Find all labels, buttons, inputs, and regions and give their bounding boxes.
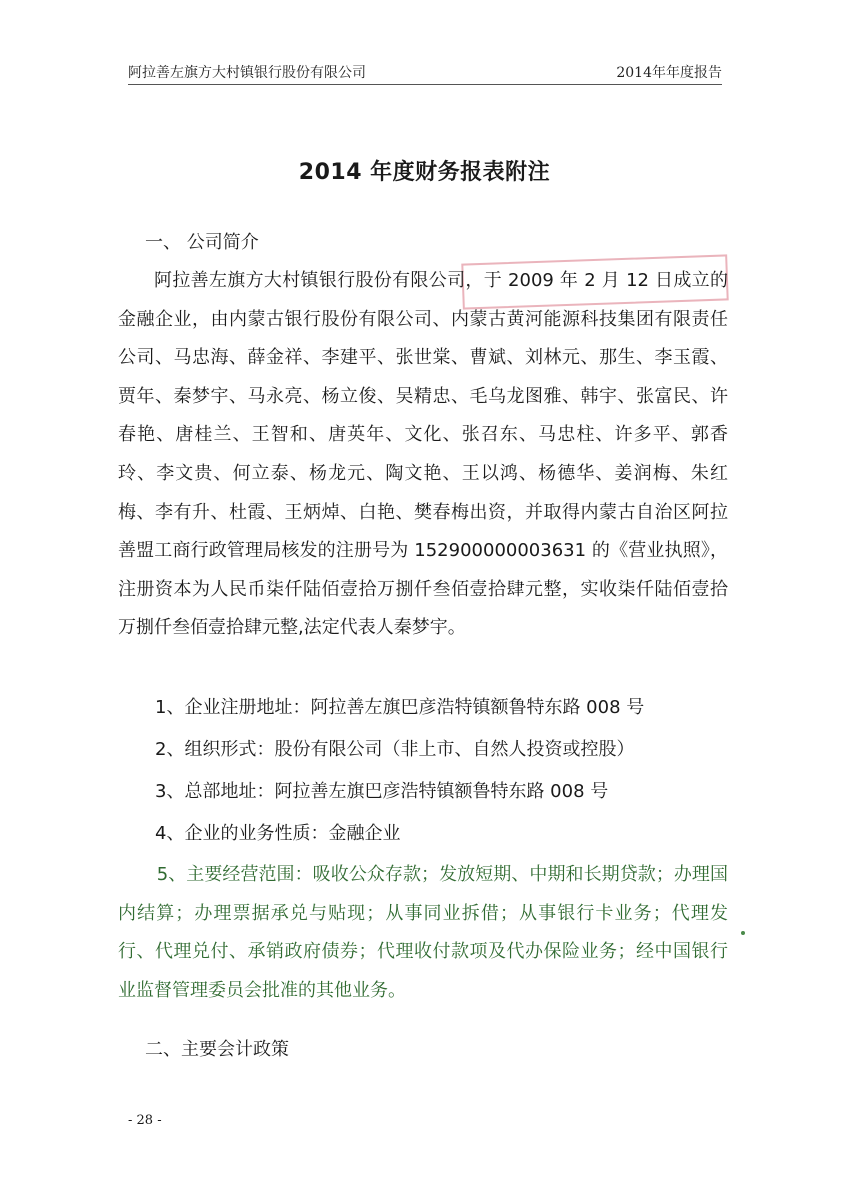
section-heading-company-intro: 一、 公司简介	[145, 232, 259, 253]
page-header	[128, 60, 722, 85]
list-item-business-nature: 4、企业的业务性质：金融企业	[155, 823, 401, 844]
page-number: - 28 -	[128, 1113, 162, 1128]
list-item-address: 1、企业注册地址：阿拉善左旗巴彦浩特镇额鲁特东路 008 号	[155, 697, 645, 718]
intro-paragraph	[118, 262, 728, 648]
header-report: 2014年年度报告	[616, 65, 722, 81]
list-item-org-form: 2、组织形式：股份有限公司（非上市、自然人投资或控股）	[155, 739, 635, 760]
intro-text: 阿拉善左旗方大村镇银行股份有限公司，于 2009 年 2 月 12 日成立的金融企业，由内蒙古银行股份有限公司、内蒙古黄河能源科技集团有限责任公司、马忠海、薛金祥、李建平、张世棠、曹斌、刘林元、那生、李玉霞、贾年、秦梦宇、马永亮、杨立俊、吴精忠、毛乌龙图雅、韩宇、张富民、许春艳、唐桂兰、王智和、唐英年、文化、张召东、马忠柱、许多平、郭香玲、李文贵、何立泰、杨龙元、陶文艳、王以鸿、杨德华、姜润梅、朱红梅、李有升、杜霞、王炳焯、白艳、樊春梅出资，并取得内蒙古自治区阿拉善盟工商行政管理局核发的注册号为 152900000003631 的《营业执照》，注册资本为人民币柒仟陆佰壹拾万捌仟叁佰壹拾肆元整，实收柒仟陆佰壹拾万捌仟叁佰壹拾肆元整,法定代表人秦梦宇。	[118, 270, 728, 639]
business-scope-paragraph	[118, 856, 728, 1010]
business-scope-text: 5、主要经营范围：吸收公众存款；发放短期、中期和长期贷款；办理国内结算；办理票据承兑与贴现；从事同业拆借；从事银行卡业务；代理发行、代理兑付、承销政府债券；代理收付款项及代办保险业务；经中国银行业监督管理委员会批准的其他业务。	[118, 864, 728, 1001]
header-company: 阿拉善左旗方大村镇银行股份有限公司	[128, 65, 366, 81]
list-item-hq-address: 3、总部地址：阿拉善左旗巴彦浩特镇额鲁特东路 008 号	[155, 781, 609, 802]
section-heading-accounting-policies: 二、主要会计政策	[145, 1039, 289, 1060]
page-title: 2014 年度财务报表附注	[298, 160, 551, 185]
green-mark	[741, 931, 745, 935]
